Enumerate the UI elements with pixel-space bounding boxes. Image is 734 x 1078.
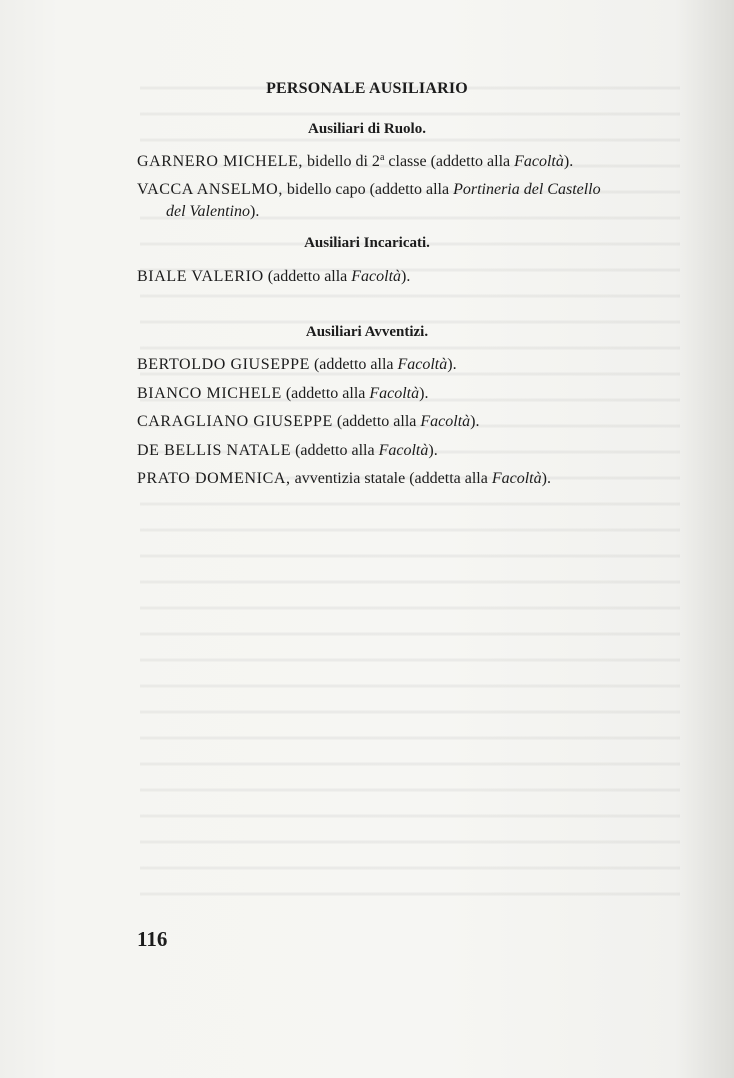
staff-assignment: Facoltà [397, 356, 448, 373]
staff-name: CARAGLIANO GIUSEPPE [137, 413, 333, 430]
staff-entry [137, 266, 677, 288]
staff-role: (addetto alla [332, 413, 421, 430]
staff-role-end: ). [401, 268, 411, 285]
page-number: 116 [137, 927, 168, 951]
staff-name: BIANCO MICHELE [137, 385, 282, 402]
staff-name: BERTOLDO GIUSEPPE [137, 356, 310, 373]
staff-role: bidello capo (addetto alla [282, 181, 454, 198]
staff-role: (addetto alla [263, 268, 352, 285]
staff-entry [137, 354, 677, 376]
ordinal-superscript: a [379, 152, 385, 163]
staff-name: DE BELLIS NATALE [137, 442, 292, 459]
staff-role: (addetto alla [281, 385, 370, 402]
staff-role-end: ). [541, 470, 551, 487]
staff-role: avventizia statale (addetta alla [290, 470, 492, 487]
staff-name: VACCA ANSELMO, [137, 181, 283, 198]
staff-role-end: ). [563, 153, 574, 170]
staff-name: BIALE VALERIO [137, 268, 264, 285]
staff-name: PRATO DOMENICA, [137, 470, 291, 487]
staff-role: (addetto alla [309, 356, 398, 373]
staff-name: GARNERO MICHELE, [137, 153, 304, 170]
staff-assignment: Facoltà [514, 153, 564, 170]
staff-assignment: Facoltà [420, 413, 471, 430]
staff-role: (addetto alla [291, 442, 379, 459]
staff-assignment: Facoltà [369, 385, 420, 402]
staff-role: bidello di 2 [303, 153, 380, 170]
section-title-incaricati: Ausiliari Incaricati. [304, 235, 430, 251]
staff-role-end: ). [428, 442, 438, 459]
staff-assignment: Facoltà [351, 268, 402, 285]
staff-entry [137, 383, 677, 405]
staff-role-end: ). [419, 385, 429, 402]
staff-entry [137, 179, 677, 223]
staff-assignment: Facoltà [491, 470, 542, 487]
staff-assignment: del Valentino [166, 203, 250, 220]
staff-entry [137, 151, 677, 173]
section-title-avventizi: Ausiliari Avventizi. [305, 324, 429, 340]
page-heading: PERSONALE AUSILIARIO [266, 80, 468, 97]
section-title-ruolo: Ausiliari di Ruolo. [308, 121, 426, 137]
staff-role-end: ). [447, 356, 457, 373]
staff-assignment: Portineria del Castello [453, 181, 601, 198]
staff-role-end: ). [470, 413, 480, 430]
staff-entry [137, 468, 677, 490]
staff-role: classe (addetto alla [384, 153, 515, 170]
staff-entry [137, 411, 677, 433]
staff-role-end: ). [249, 203, 260, 220]
staff-assignment: Facoltà [378, 442, 429, 459]
staff-entry [137, 440, 677, 462]
